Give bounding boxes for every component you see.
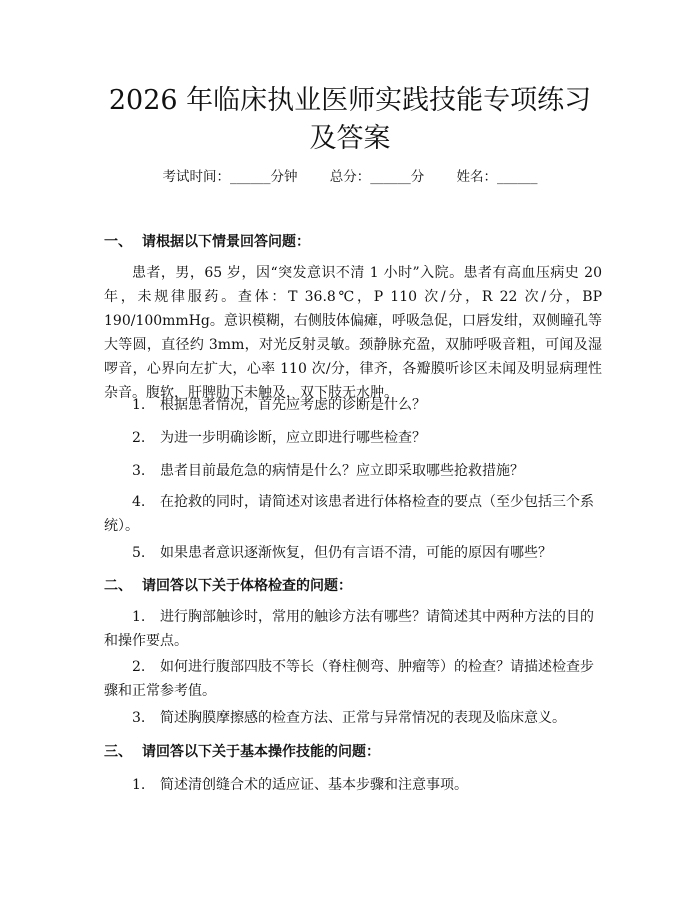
question-text: 如果患者意识逐渐恢复，但仍有言语不清，可能的原因有哪些？ (160, 545, 552, 561)
question-number: 3. (132, 463, 146, 479)
question-number: 2. (132, 659, 146, 675)
question-text: 在抢救的同时，请简述对该患者进行体格检查的要点（至少包括三个系统）。 (104, 494, 594, 534)
total-score-unit: 分 (410, 169, 425, 185)
question-1-1 (104, 393, 602, 417)
question-text: 根据患者情况，首先应考虑的诊断是什么？ (160, 397, 426, 413)
question-2-3 (104, 706, 602, 730)
question-3-1 (104, 773, 602, 797)
question-2-2 (104, 655, 602, 703)
question-number: 4. (132, 494, 146, 510)
case-description: 患者，男，65 岁，因“突发意识不清 1 小时”入院。患者有高血压病史 20 年，未规律服药。查体：T 36.8℃，P 110 次/分，R 22 次/分，BP 190/100mmHg。意识模糊，右侧肢体偏瘫，呼吸急促，口唇发绀，双侧瞳孔等大等圆，直径约 3mm，对光反射灵敏。颈静脉充盈，双肺呼吸音粗，可闻及湿啰音，心界向左扩大，心率 110 次/分，律齐，各瓣膜听诊区未闻及明显病理性杂音。腹软，肝脾肋下未触及，双下肢无水肿。 (104, 265, 602, 401)
question-number: 5. (132, 545, 146, 561)
exam-time-blank: ______ (229, 169, 271, 185)
question-1-4 (104, 490, 602, 538)
section-heading-3 (104, 741, 604, 763)
question-number: 1. (132, 397, 146, 413)
section-title: 请根据以下情景回答问题： (142, 234, 310, 250)
section-number: 一、 (104, 234, 132, 250)
question-text: 如何进行腹部四肢不等长（脊柱侧弯、肿瘤等）的检查？请描述检查步骤和正常参考值。 (104, 659, 594, 699)
question-text: 患者目前最危急的病情是什么？应立即采取哪些抢救措施？ (160, 463, 524, 479)
question-number: 1. (132, 609, 146, 625)
section-heading-1 (104, 231, 604, 253)
question-1-3 (104, 459, 602, 483)
section-number: 二、 (104, 578, 132, 594)
total-score-blank: ______ (370, 169, 411, 185)
name-blank: ______ (497, 169, 538, 185)
question-1-2 (104, 426, 602, 450)
question-text: 进行胸部触诊时，常用的触诊方法有哪些？请简述其中两种方法的目的和操作要点。 (104, 609, 594, 649)
exam-time-label: 考试时间： (162, 169, 230, 185)
question-number: 1. (132, 777, 146, 793)
section-number: 三、 (104, 744, 132, 760)
total-score-label: 总分： (329, 169, 371, 185)
question-text: 为进一步明确诊断，应立即进行哪些检查？ (160, 430, 426, 446)
question-text: 简述胸膜摩擦感的检查方法、正常与异常情况的表现及临床意义。 (160, 710, 566, 726)
exam-time-unit: 分钟 (270, 169, 298, 185)
question-number: 3. (132, 710, 146, 726)
section-title: 请回答以下关于基本操作技能的问题： (142, 744, 380, 760)
exam-time-field (162, 167, 297, 187)
total-score-field (330, 167, 425, 187)
question-1-5 (104, 541, 602, 565)
question-number: 2. (132, 430, 146, 446)
question-text: 简述清创缝合术的适应证、基本步骤和注意事项。 (160, 777, 468, 793)
name-label: 姓名： (456, 169, 498, 185)
document-title: 2026 年临床执业医师实践技能专项练习及答案 (108, 85, 592, 154)
question-2-1 (104, 605, 602, 653)
exam-info-line (0, 167, 700, 187)
section-heading-2 (104, 575, 604, 597)
section-title: 请回答以下关于体格检查的问题： (142, 578, 352, 594)
name-field (457, 167, 538, 187)
